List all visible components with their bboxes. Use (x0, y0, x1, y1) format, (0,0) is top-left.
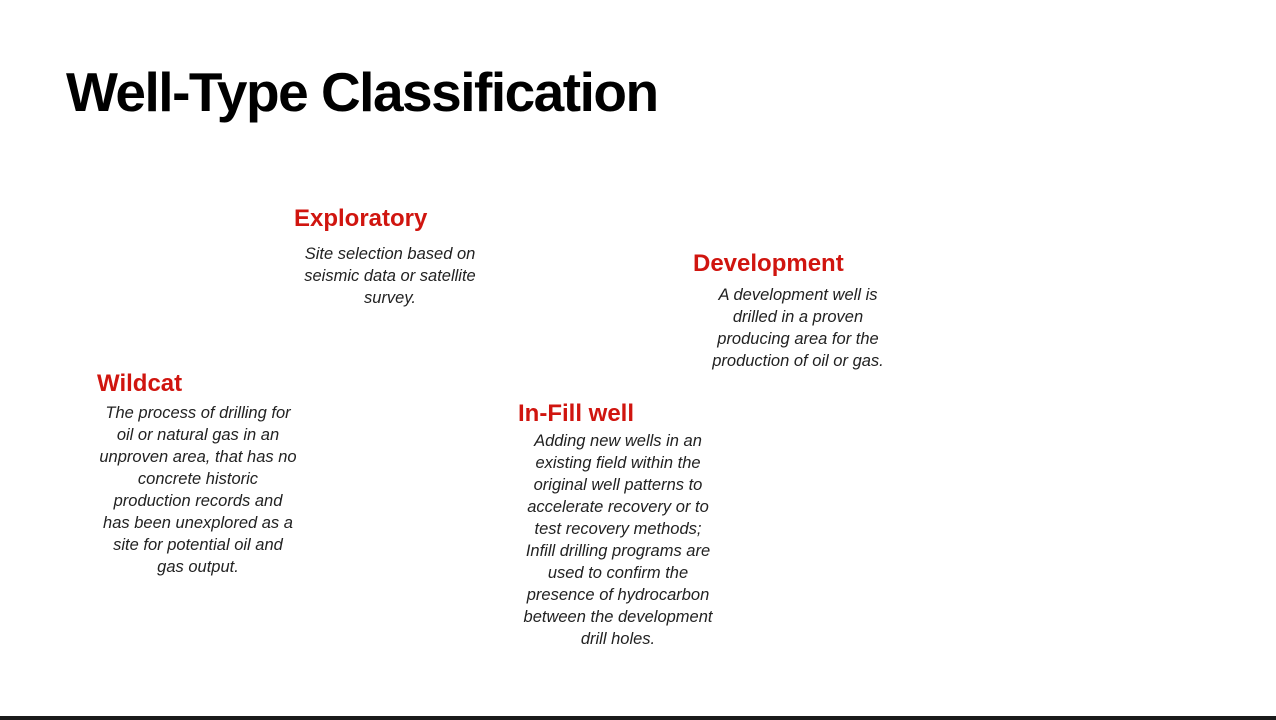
infill-description-line: presence of hydrocarbon (526, 586, 710, 604)
infill-description-line: Adding new wells in an (534, 432, 702, 450)
exploratory-heading: Exploratory (294, 205, 428, 232)
exploratory-description-line: survey. (364, 289, 416, 307)
development-description (688, 284, 908, 372)
infill-description-line: Infill drilling programs are (525, 542, 711, 560)
development-description-line: producing area for the (717, 330, 879, 348)
infill-description-line: existing field within the (535, 454, 701, 472)
wildcat-description-line: gas output. (157, 558, 239, 576)
development-description-line: production of oil or gas. (712, 352, 884, 370)
infill-description-line: original well patterns to (533, 476, 703, 494)
wildcat-description-line: unproven area, that has no (99, 448, 297, 466)
infill-description-line: used to confirm the (547, 564, 689, 582)
exploratory-description-line: seismic data or satellite (304, 267, 476, 285)
infill-description-line: accelerate recovery or to (527, 498, 709, 516)
infill-heading: In-Fill well (518, 400, 635, 427)
wildcat-description-line: The process of drilling for (105, 404, 291, 422)
wildcat-description-line: concrete historic (137, 470, 259, 488)
exploratory-description (280, 243, 500, 309)
wildcat-description-line: oil or natural gas in an (116, 426, 280, 444)
exploratory-description-line: Site selection based on (304, 245, 476, 263)
infill-description (498, 430, 738, 650)
bottom-divider (0, 716, 1276, 720)
development-description-line: A development well is (718, 286, 878, 304)
infill-description-line: drill holes. (580, 630, 656, 648)
infill-description-line: test recovery methods; (534, 520, 702, 538)
wildcat-heading: Wildcat (97, 370, 183, 397)
wildcat-description (78, 402, 318, 578)
wildcat-description-line: production records and (113, 492, 283, 510)
development-description-line: drilled in a proven (732, 308, 864, 326)
wildcat-description-line: site for potential oil and (113, 536, 283, 554)
infill-description-line: between the development (523, 608, 713, 626)
wildcat-description-line: has been unexplored as a (103, 514, 293, 532)
slide-title: Well-Type Classification (66, 61, 658, 123)
development-heading: Development (693, 250, 844, 277)
